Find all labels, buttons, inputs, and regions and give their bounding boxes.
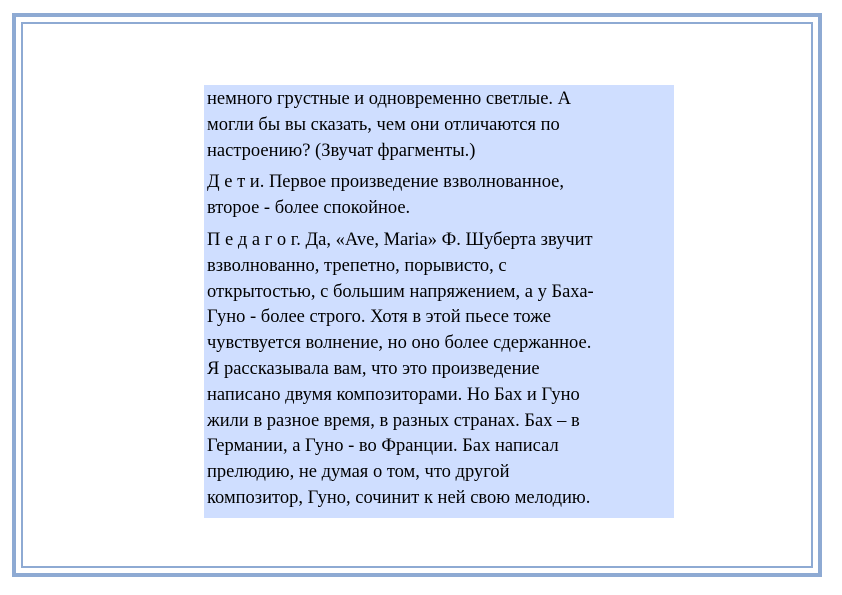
text-line: Д е т и. Первое произведение взволнованное, [207,172,565,193]
text-line: открытостью, с большим напряжением, а у Баха- [207,281,594,302]
paragraph-children [207,170,671,222]
text-line: Германии, а Гуно - во Франции. Бах написал [207,436,559,457]
text-line: чувствуется волнение, но оно более сдержанное. [207,333,592,354]
paragraph-intro [207,87,671,164]
text-line: второе - более спокойное. [207,198,411,219]
text-line: немного грустные и одновременно светлые. А [207,89,572,109]
text-line: написано двумя композиторами. Но Бах и Гуно [207,384,580,405]
text-box [204,85,674,518]
text-line: могли бы вы сказать, чем они отличаются по [207,114,560,135]
paragraph-teacher [207,228,671,512]
text-line: Гуно - более строго. Хотя в этой пьесе тоже [207,307,551,328]
text-line: Я рассказывала вам, что это произведение [207,358,540,379]
text-line: жили в разное время, в разных странах. Бах – в [207,410,580,431]
text-line: П е д а г о г. Да, «Ave, Maria» Ф. Шуберта звучит [207,229,593,250]
text-line: настроению? (Звучат фрагменты.) [207,140,476,161]
text-line: прелюдию, не думая о том, что другой [207,462,510,483]
text-line: композитор, Гуно, сочинит к ней свою мелодию. [207,487,591,508]
text-line: взволнованно, трепетно, порывисто, с [207,255,507,276]
